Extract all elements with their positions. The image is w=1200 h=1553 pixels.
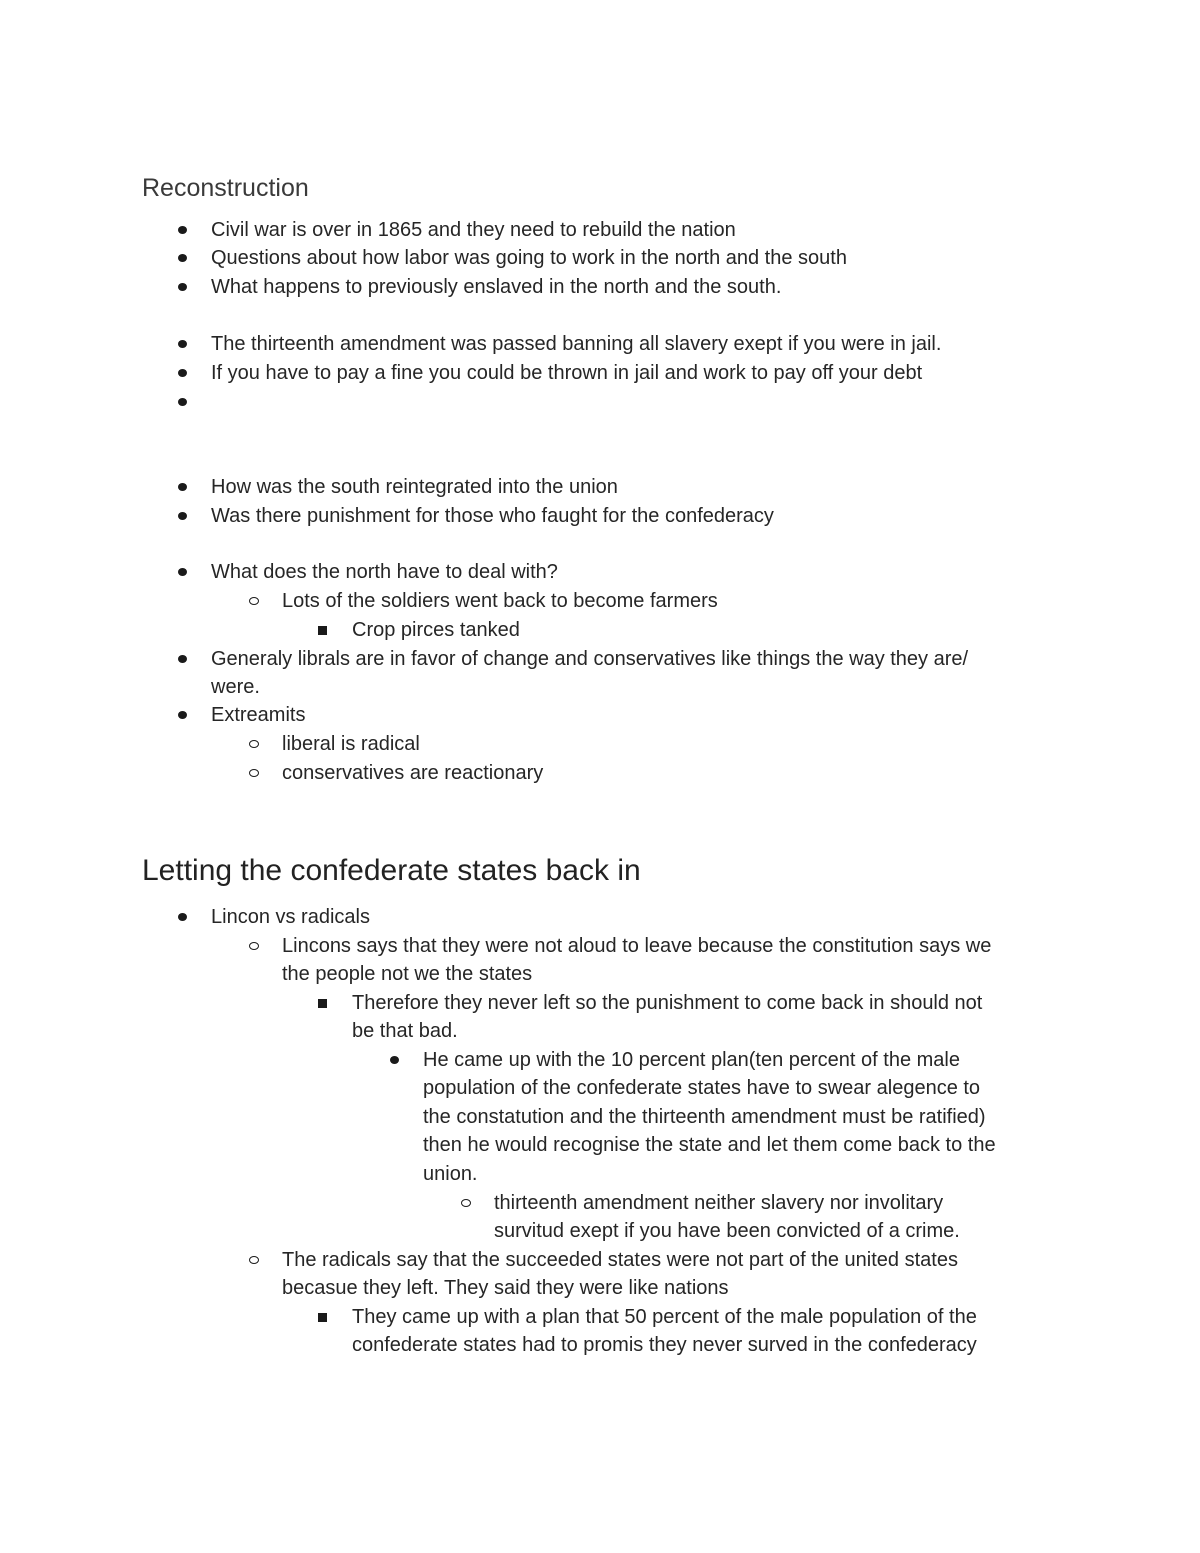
list-item: Civil war is over in 1865 and they need to rebuild the nation: [211, 219, 736, 241]
list-item: What happens to previously enslaved in the north and the south.: [211, 276, 782, 298]
list-item: He came up with the 10 percent plan(ten percent of the male: [423, 1049, 960, 1071]
list-item-continuation: the constatution and the thirteenth amendment must be ratified): [423, 1106, 986, 1128]
bullet-disc: [178, 655, 187, 663]
list-item: They came up with a plan that 50 percent of the male population of the: [352, 1306, 977, 1328]
bullet-disc: [178, 483, 187, 491]
bullet-disc: [178, 283, 187, 291]
bullet-disc: [178, 369, 187, 377]
bullet-circle: [249, 769, 259, 777]
list-item: What does the north have to deal with?: [211, 561, 558, 583]
bullet-disc: [178, 711, 187, 719]
bullet-square: [318, 626, 327, 635]
list-item: Lots of the soldiers went back to become farmers: [282, 590, 718, 612]
list-item: conservatives are reactionary: [282, 762, 544, 784]
bullet-disc: [178, 398, 187, 406]
bullet-disc: [178, 568, 187, 576]
heading-reconstruction: Reconstruction: [142, 174, 309, 202]
bullet-disc: [178, 226, 187, 234]
list-item: Was there punishment for those who faught for the confederacy: [211, 505, 774, 527]
bullet-disc: [178, 512, 187, 520]
list-item: liberal is radical: [282, 733, 420, 755]
list-item: Therefore they never left so the punishment to come back in should not: [352, 992, 983, 1014]
list-item: The thirteenth amendment was passed banning all slavery exept if you were in jail.: [211, 333, 942, 355]
list-item-continuation: the people not we the states: [282, 963, 533, 985]
bullet-disc: [390, 1056, 399, 1064]
list-item-continuation: population of the confederate states have to swear alegence to: [423, 1077, 981, 1099]
list-item: thirteenth amendment neither slavery nor involitary: [494, 1192, 944, 1214]
list-item-continuation: survitud exept if you have been convicted of a crime.: [494, 1220, 960, 1242]
list-item: Lincons says that they were not aloud to leave because the constitution says we: [282, 935, 992, 957]
bullet-disc: [178, 913, 187, 921]
bullet-square: [318, 1313, 327, 1322]
list-item-continuation: then he would recognise the state and let them come back to the: [423, 1134, 996, 1156]
bullet-disc: [178, 254, 187, 262]
list-item: The radicals say that the succeeded states were not part of the united states: [282, 1249, 958, 1271]
list-item: Lincon vs radicals: [211, 906, 370, 928]
list-item-continuation: becasue they left. They said they were like nations: [282, 1277, 729, 1299]
list-item: Generaly librals are in favor of change and conservatives like things the way they are/: [211, 648, 969, 670]
list-item-continuation: confederate states had to promis they never surved in the confederacy: [352, 1334, 977, 1356]
list-item: Questions about how labor was going to work in the north and the south: [211, 247, 847, 269]
bullet-circle: [249, 597, 259, 605]
bullet-square: [318, 999, 327, 1008]
list-item-continuation: be that bad.: [352, 1020, 458, 1042]
list-item: If you have to pay a fine you could be thrown in jail and work to pay off your debt: [211, 362, 923, 384]
list-item: Crop pirces tanked: [352, 619, 520, 641]
bullet-circle: [249, 740, 259, 748]
list-item-continuation: union.: [423, 1163, 478, 1185]
list-item-continuation: were.: [211, 676, 260, 698]
bullet-disc: [178, 340, 187, 348]
list-item: How was the south reintegrated into the union: [211, 476, 618, 498]
bullet-circle: [461, 1199, 471, 1207]
list-item: Extreamits: [211, 704, 306, 726]
heading-letting-states-back: Letting the confederate states back in: [142, 854, 641, 887]
bullet-circle: [249, 942, 259, 950]
bullet-circle: [249, 1256, 259, 1264]
